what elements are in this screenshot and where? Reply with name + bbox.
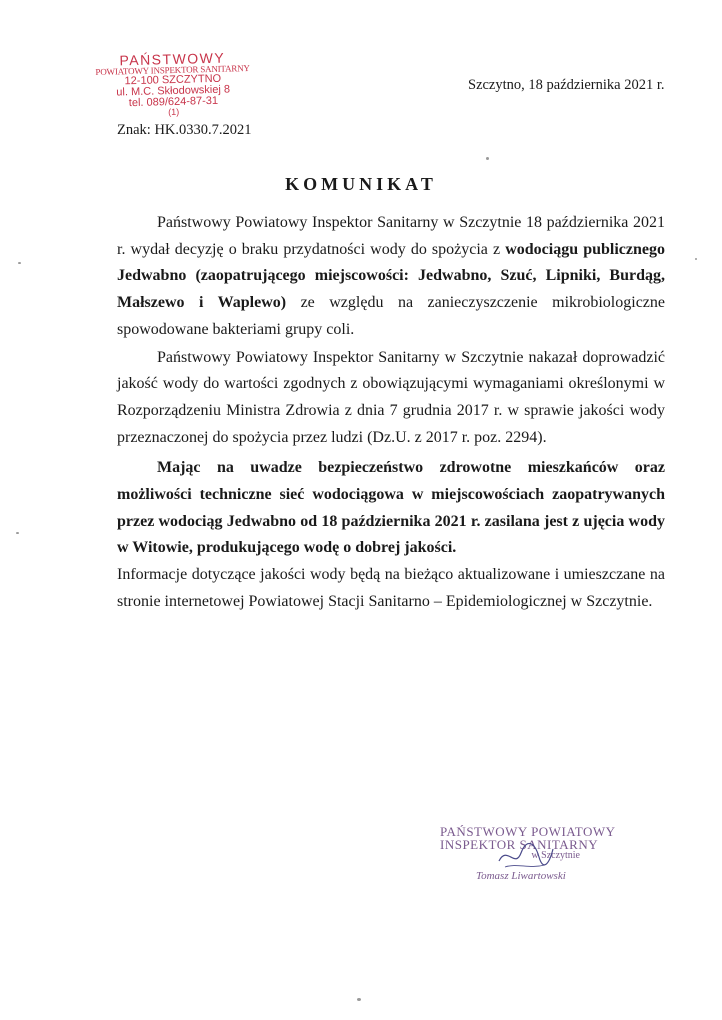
paragraph-1-bold: wodociągu publicznego Jedwabno (zaopatrującego miejscowości: Jedwabno, Szuć, Lipniki, Burdąg, Małszewo i Waplewo) [117,240,666,312]
paragraph-1-intro: Państwowy Powiatowy Inspektor Sanitarny w Szczytnie 18 października 2021 r. wydał decyzję o braku przydatności wody do spożycia z [117,214,665,258]
signatory-name: Tomasz Liwartowski [476,870,566,882]
scan-speck [695,258,697,260]
scan-speck [357,998,361,1001]
office-stamp [77,50,269,120]
signature-line-1: PAŃSTWOWY POWIATOWY [440,824,616,839]
paragraph-3 [117,455,665,562]
document-body [117,210,665,616]
stamp-line-3: 12-100 SZCZYTNO [124,72,222,88]
scan-speck [16,532,19,534]
signature-line-3: w Szczytnie [531,850,580,861]
stamp-line-1: PAŃSTWOWY [119,49,226,69]
document-title: KOMUNIKAT [285,174,437,194]
reference-number: Znak: HK.0330.7.2021 [117,122,252,138]
handwritten-signature [495,839,555,873]
stamp-line-4: ul. M.C. Skłodowskiej 8 [116,83,231,99]
paragraph-2: Państwowy Powiatowy Inspektor Sanitarny w Szczytnie nakazał doprowadzić jakość wody do wartości zgodnych z obowiązującymi wymaganiami określonymi w Rozporządzeniu Ministra Zdrowia z dnia 7 grudnia 2017 r. w sprawie jakości wody przeznaczonej do spożycia przez ludzi (Dz.U. z 2017 r. poz. 2294). [117,348,665,446]
stamp-line-2: POWIATOWY INSPEKTOR SANITARNY [95,62,250,78]
signature-stamp [440,825,620,882]
document-date: Szczytno, 18 października 2021 r. [468,77,665,93]
paragraph-1 [117,210,665,344]
paragraph-3-bold: Mając na uwadze bezpieczeństwo zdrowotne mieszkańców oraz możliwości techniczne sieć wodociągowa w miejscowościach zaopatrywanych przez wodociąg Jedwabno od 18 października 2021 r. zasilana jest z ujęcia wody w Witowie, produkującego wodę o dobrej jakości. [117,459,665,557]
stamp-line-6: (1) [168,106,180,118]
signature-line-2: INSPEKTOR SANITARNY [440,837,599,852]
paragraph-1-end: ze względu na zanieczyszczenie mikrobiologiczne spowodowane bakteriami grupy coli. [117,294,665,338]
scan-speck [486,157,489,160]
scan-speck [18,262,21,264]
stamp-line-5: tel. 089/624-87-31 [128,94,219,110]
paragraph-4: Informacje dotyczące jakości wody będą na bieżąco aktualizowane i umieszczane na stronie internetowej Powiatowej Stacji Sanitarno – Epidemiologicznej w Szczytnie. [117,566,665,610]
